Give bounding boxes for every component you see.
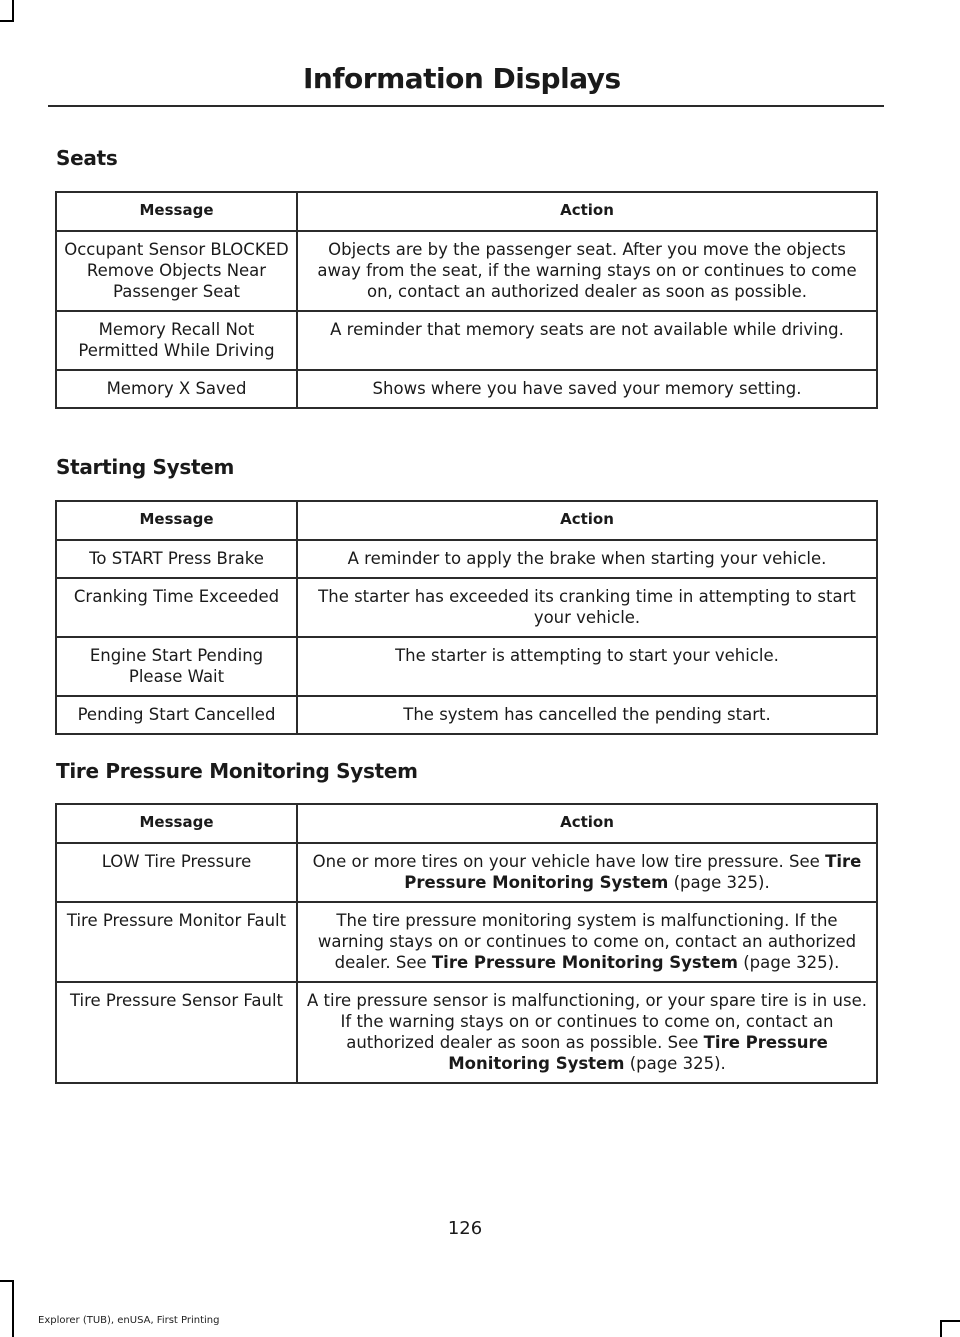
table-row <box>56 982 877 1083</box>
footer-text: Explorer (TUB), enUSA, First Printing <box>38 1315 220 1326</box>
col-header-action: Action <box>297 501 877 540</box>
table-row <box>56 637 877 696</box>
tpms-table <box>55 803 878 1084</box>
page-title: Information Displays <box>303 62 621 95</box>
section-heading-seats: Seats <box>56 146 118 170</box>
table-row <box>56 540 877 578</box>
table-row <box>56 311 877 370</box>
action-text: A tire pressure sensor is malfunctioning, or your spare tire is in use. If the warning stays on or continues to come on, contact an authorized dealer as soon as possible. See <box>307 991 867 1052</box>
message-cell: Tire Pressure Sensor Fault <box>56 982 297 1083</box>
col-header-message: Message <box>56 804 297 843</box>
crop-mark <box>0 1280 14 1282</box>
table-row <box>56 231 877 311</box>
message-cell: Tire Pressure Monitor Fault <box>56 902 297 982</box>
message-cell: LOW Tire Pressure <box>56 843 297 902</box>
table-row <box>56 696 877 734</box>
crop-mark <box>940 1320 942 1337</box>
col-header-action: Action <box>297 804 877 843</box>
message-cell: To START Press Brake <box>56 540 297 578</box>
cross-reference-link[interactable]: Tire Pressure Monitoring System <box>431 953 738 972</box>
col-header-action: Action <box>297 192 877 231</box>
message-cell: Pending Start Cancelled <box>56 696 297 734</box>
col-header-message: Message <box>56 501 297 540</box>
table-row <box>56 370 877 408</box>
message-cell: Occupant Sensor BLOCKED Remove Objects Near Passenger Seat <box>56 231 297 311</box>
action-cell: Shows where you have saved your memory setting. <box>297 370 877 408</box>
action-cell: Objects are by the passenger seat. After you move the objects away from the seat, if the warning stays on or continues to come on, contact an authorized dealer as soon as possible. <box>297 231 877 311</box>
table-row <box>56 902 877 982</box>
action-cell: A reminder that memory seats are not available while driving. <box>297 311 877 370</box>
section-heading-tpms: Tire Pressure Monitoring System <box>56 759 418 783</box>
crop-mark <box>12 1280 14 1337</box>
message-cell: Engine Start Pending Please Wait <box>56 637 297 696</box>
action-cell: A reminder to apply the brake when starting your vehicle. <box>297 540 877 578</box>
action-cell: The starter is attempting to start your vehicle. <box>297 637 877 696</box>
page-reference: (page 325). <box>673 873 770 892</box>
seats-table <box>55 191 878 409</box>
page-reference: (page 325). <box>743 953 840 972</box>
action-cell: The system has cancelled the pending start. <box>297 696 877 734</box>
action-cell: The starter has exceeded its cranking time in attempting to start your vehicle. <box>297 578 877 637</box>
table-row <box>56 843 877 902</box>
action-cell <box>297 982 877 1083</box>
message-cell: Memory X Saved <box>56 370 297 408</box>
action-text: One or more tires on your vehicle have low tire pressure. See <box>312 852 820 871</box>
crop-mark <box>940 1320 960 1322</box>
starting-system-table <box>55 500 878 735</box>
action-text: The tire pressure monitoring system is malfunctioning. If the warning stays on or continues to come on, contact an authorized dealer. See <box>317 911 857 972</box>
title-rule <box>48 105 884 107</box>
action-cell <box>297 843 877 902</box>
crop-mark <box>12 0 14 22</box>
col-header-message: Message <box>56 192 297 231</box>
cross-reference-link[interactable]: Tire Pressure Monitoring System <box>448 1033 828 1073</box>
action-cell <box>297 902 877 982</box>
table-header-row <box>56 192 877 231</box>
table-row <box>56 578 877 637</box>
table-header-row <box>56 804 877 843</box>
table-header-row <box>56 501 877 540</box>
page-reference: (page 325). <box>629 1054 726 1073</box>
page-number: 126 <box>447 1218 483 1239</box>
message-cell: Memory Recall Not Permitted While Driving <box>56 311 297 370</box>
crop-mark <box>0 20 14 22</box>
cross-reference-link[interactable]: Tire Pressure Monitoring System <box>404 852 862 892</box>
section-heading-starting-system: Starting System <box>56 455 235 479</box>
message-cell: Cranking Time Exceeded <box>56 578 297 637</box>
